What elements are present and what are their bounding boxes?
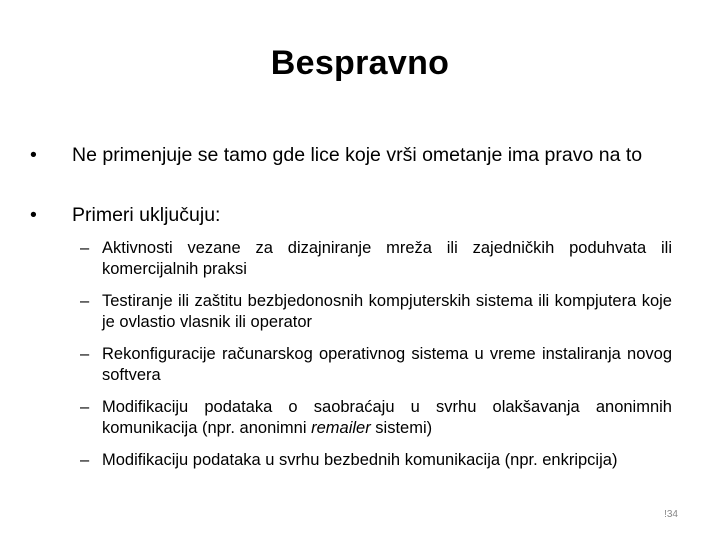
bullet-text: Ne primenjuje se tamo gde lice koje vrši ometanje ima pravo na to <box>72 144 643 166</box>
subbullet-text: Rekonfiguracije računarskog operativnog sistema u vreme instaliranja novog softvera <box>102 345 672 384</box>
subbullet-text: Testiranje ili zaštitu bezbjedonosnih kompjuterskih sistema ili kompjutera koje je ovlastio vlasnik ili operator <box>102 292 672 331</box>
subbullet-marker: – <box>80 345 90 363</box>
subbullet-text: Aktivnosti vezane za dizajniranje mreža ili zajedničkih poduhvata ili komercijalnih praksi <box>102 239 672 278</box>
subbullet-text-part: sistemi) <box>370 419 433 437</box>
subbullet-marker: – <box>80 451 90 469</box>
subbullet-text-italic: remailer <box>311 419 371 437</box>
subbullet-item <box>80 291 672 333</box>
subbullet-item <box>80 397 672 439</box>
page-number: !34 <box>664 509 678 520</box>
bullet-marker: • <box>30 144 37 166</box>
subbullet-marker: – <box>80 292 90 310</box>
subbullet-marker: – <box>80 398 90 416</box>
subbullet-item <box>80 344 672 386</box>
bullet-item <box>30 143 672 167</box>
subbullet-marker: – <box>80 239 90 257</box>
subbullet-text: Modifikaciju podataka u svrhu bezbednih komunikacija (npr. enkripcija) <box>102 451 618 469</box>
bullet-item <box>30 203 672 227</box>
subbullet-item <box>80 450 672 471</box>
bullet-text: Primeri uključuju: <box>72 204 221 226</box>
bullet-marker: • <box>30 204 37 226</box>
subbullet-text-part: Modifikaciju podataka o saobraćaju u svrhu olakšavanja anonimnih komunikacija (npr. anonimni <box>102 398 672 437</box>
slide-title: Bespravno <box>270 44 450 82</box>
subbullet-item <box>80 238 672 280</box>
subbullet-text <box>102 397 672 439</box>
